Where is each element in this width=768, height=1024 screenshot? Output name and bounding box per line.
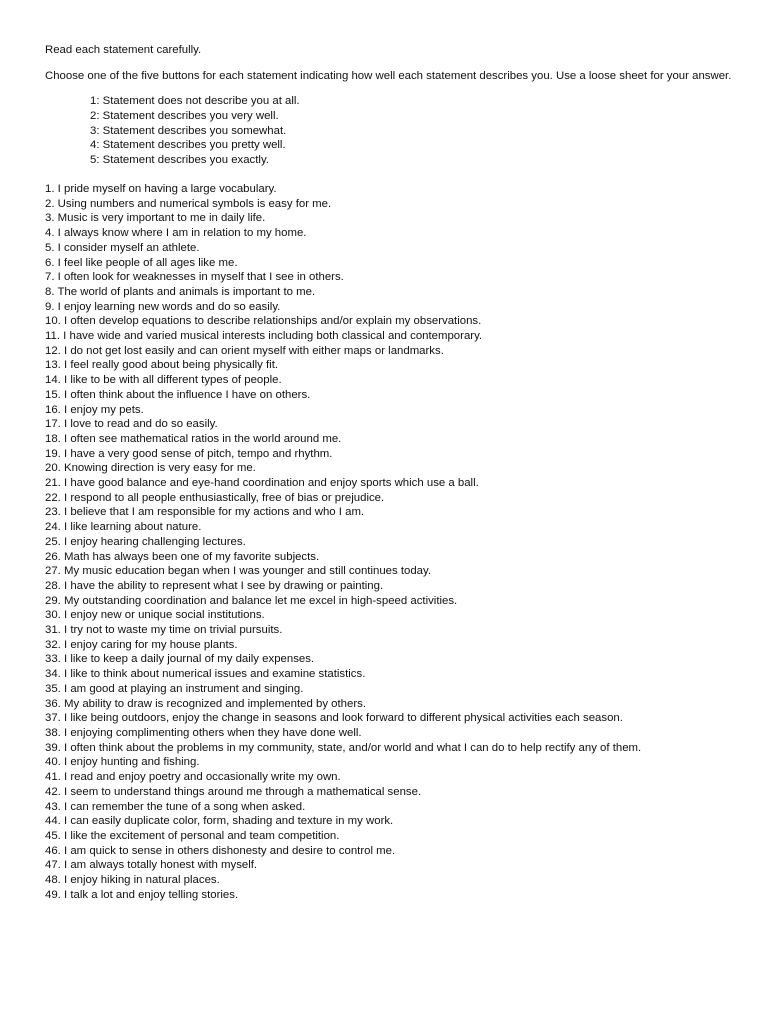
statement-item: 12. I do not get lost easily and can orient myself with either maps or landmarks.: [45, 344, 444, 357]
statement-item: 35. I am good at playing an instrument and singing.: [45, 682, 304, 695]
statement-item: 13. I feel really good about being physically fit.: [45, 359, 279, 372]
statement-item: 40. I enjoy hunting and fishing.: [45, 756, 200, 769]
statement-item: 30. I enjoy new or unique social institutions.: [45, 609, 265, 622]
statement-item: 16. I enjoy my pets.: [45, 403, 144, 416]
statement-item: 43. I can remember the tune of a song when asked.: [45, 800, 306, 813]
statement-item: 10. I often develop equations to describe relationships and/or explain my observations.: [45, 315, 482, 328]
statement-item: 32. I enjoy caring for my house plants.: [45, 638, 238, 651]
statement-item: 48. I enjoy hiking in natural places.: [45, 874, 220, 887]
statement-item: 7. I often look for weaknesses in myself that I see in others.: [45, 271, 344, 284]
statement-item: 2. Using numbers and numerical symbols is easy for me.: [45, 197, 332, 210]
statement-item: 46. I am quick to sense in others dishonesty and desire to control me.: [45, 844, 396, 857]
statement-item: 28. I have the ability to represent what I see by drawing or painting.: [45, 579, 384, 592]
statement-item: 29. My outstanding coordination and balance let me excel in high-speed activities.: [45, 594, 458, 607]
scale-item: 5: Statement describes you exactly.: [90, 154, 269, 167]
statement-list: [45, 182, 735, 902]
rating-scale: [90, 94, 735, 168]
instructions: Choose one of the five buttons for each statement indicating how well each statement describes you. Use a loose sheet for your answer.: [45, 70, 732, 82]
statement-item: 8. The world of plants and animals is important to me.: [45, 285, 316, 298]
statement-item: 25. I enjoy hearing challenging lectures.: [45, 535, 246, 548]
heading: Read each statement carefully.: [45, 44, 202, 56]
statement-item: 14. I like to be with all different types of people.: [45, 374, 282, 387]
scale-item: 1: Statement does not describe you at all.: [90, 95, 300, 107]
scale-item: 4: Statement describes you pretty well.: [90, 139, 286, 152]
statement-item: 22. I respond to all people enthusiastically, free of bias or prejudice.: [45, 491, 385, 504]
statement-item: 18. I often see mathematical ratios in the world around me.: [45, 432, 342, 445]
statement-item: 5. I consider myself an athlete.: [45, 241, 200, 254]
statement-item: 44. I can easily duplicate color, form, shading and texture in my work.: [45, 815, 394, 828]
statement-item: 11. I have wide and varied musical interests including both classical and contemporary.: [45, 330, 483, 343]
statement-item: 20. Knowing direction is very easy for me.: [45, 462, 256, 475]
statement-item: 27. My music education began when I was younger and still continues today.: [45, 565, 432, 578]
statement-item: 37. I like being outdoors, enjoy the change in seasons and look forward to different physical activities each season.: [45, 712, 623, 725]
statement-item: 42. I seem to understand things around me through a mathematical sense.: [45, 785, 422, 798]
statement-item: 33. I like to keep a daily journal of my daily expenses.: [45, 653, 315, 666]
statement-item: 39. I often think about the problems in my community, state, and/or world and what I can do to help rectify any of them.: [45, 741, 642, 754]
statement-item: 19. I have a very good sense of pitch, tempo and rhythm.: [45, 447, 333, 460]
statement-item: 49. I talk a lot and enjoy telling stories.: [45, 888, 239, 901]
scale-item: 3: Statement describes you somewhat.: [90, 124, 287, 137]
statement-item: 31. I try not to waste my time on trivial pursuits.: [45, 624, 283, 637]
statement-item: 1. I pride myself on having a large vocabulary.: [45, 182, 277, 195]
statement-item: 36. My ability to draw is recognized and implemented by others.: [45, 697, 366, 710]
statement-item: 6. I feel like people of all ages like me.: [45, 256, 238, 269]
statement-item: 34. I like to think about numerical issues and examine statistics.: [45, 668, 366, 681]
statement-item: 38. I enjoying complimenting others when they have done well.: [45, 727, 362, 739]
statement-item: 3. Music is very important to me in daily life.: [45, 212, 266, 225]
statement-item: 47. I am always totally honest with myself.: [45, 859, 258, 872]
statement-item: 26. Math has always been one of my favorite subjects.: [45, 550, 320, 563]
statement-item: 41. I read and enjoy poetry and occasionally write my own.: [45, 771, 341, 784]
statement-item: 24. I like learning about nature.: [45, 521, 202, 534]
statement-item: 9. I enjoy learning new words and do so easily.: [45, 300, 281, 313]
statement-item: 17. I love to read and do so easily.: [45, 418, 218, 431]
document-page: [45, 43, 735, 902]
statement-item: 15. I often think about the influence I have on others.: [45, 388, 311, 401]
statement-item: 23. I believe that I am responsible for my actions and who I am.: [45, 506, 365, 519]
statement-item: 21. I have good balance and eye-hand coordination and enjoy sports which use a ball.: [45, 477, 479, 490]
scale-item: 2: Statement describes you very well.: [90, 109, 279, 122]
statement-item: 45. I like the excitement of personal and team competition.: [45, 829, 340, 842]
statement-item: 4. I always know where I am in relation to my home.: [45, 227, 307, 240]
